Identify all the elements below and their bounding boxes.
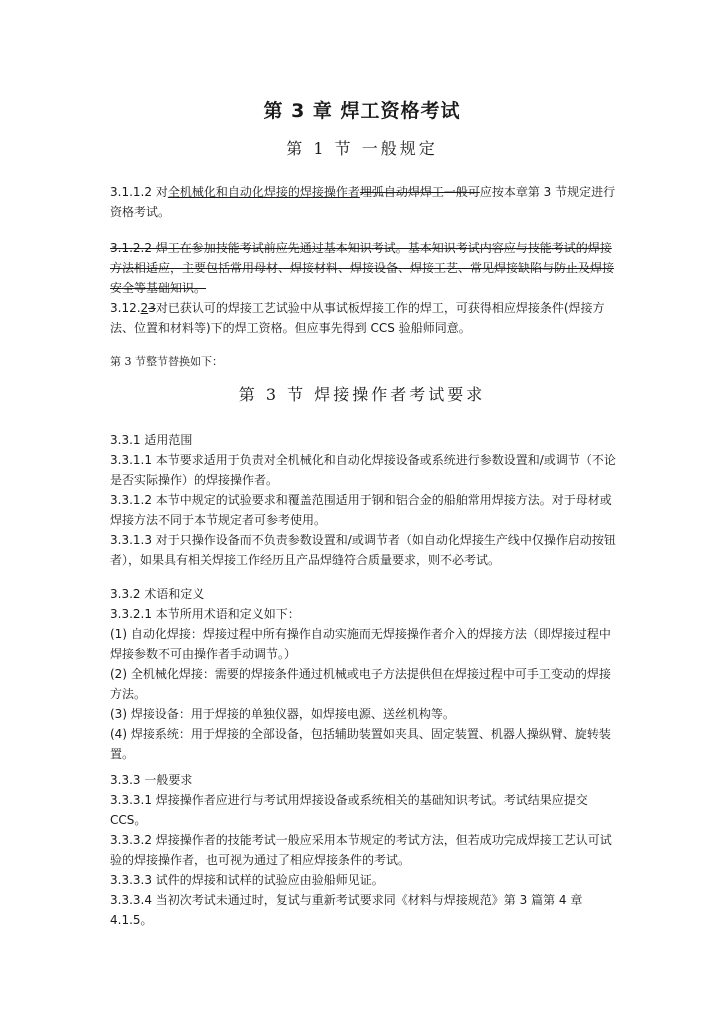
paragraph-3-3-1-2: 3.3.1.2 本节中规定的试验要求和覆盖范围适用于钢和铝合金的船舶常用焊接方法。对于母材或焊接方法不同于本节规定者可参考使用。 [110, 493, 612, 527]
section-title: 第 1 节 一般规定 [286, 139, 438, 158]
chapter-title: 第 3 章 焊工资格考试 [263, 100, 461, 122]
paragraph-3-1-2-3 [110, 298, 620, 338]
paragraph-3-3-1-1: 3.3.1.1 本节要求适用于负责对全机械化和自动化焊接设备或系统进行参数设置和/或调节（不论是否实际操作）的焊接操作者。 [110, 453, 616, 487]
deleted-number: 3 [148, 301, 156, 315]
paragraph-3-3-3-3: 3.3.3.3 试件的焊接和试样的试验应由验船师见证。 [110, 873, 384, 887]
definition-2: (2) 全机械化焊接：需要的焊接条件通过机械或电子方法提供但在焊接过程中可手工变动的焊接方法。 [110, 667, 611, 701]
paragraph-number: 3.1.1.2 [110, 185, 152, 199]
paragraph-text: 对已获认可的焊接工艺试验中从事试板焊接工作的焊工，可获得相应焊接条件(焊接方法、位置和材料等)下的焊工资格。但应事先得到 CCS 验船师同意。 [110, 301, 605, 335]
section-3-title: 第 3 节 焊接操作者考试要求 [238, 385, 486, 404]
paragraph-3-3-3-2: 3.3.3.2 焊接操作者的技能考试一般应采用本节规定的考试方法，但若成功完成焊接工艺认可试验的焊接操作者，也可视为通过了相应焊接条件的考试。 [110, 833, 612, 867]
section-3-3-1 [110, 430, 620, 570]
paragraph-text-pre: 对 [155, 185, 168, 199]
heading-3-3-1: 3.3.1 适用范围 [110, 433, 193, 447]
replace-note [110, 352, 620, 372]
deleted-paragraph: 3.1.2.2 焊工在参加技能考试前应先通过基本知识考试。基本知识考试内容应与技能考试的焊接方法相适应，主要包括常用母材、焊接材料、焊接设备、焊接工艺、常见焊接缺陷与防止及焊接安全等基础知识。 [110, 241, 615, 295]
heading-3-3-3: 3.3.3 一般要求 [110, 773, 193, 787]
definition-4: (4) 焊接系统：用于焊接的全部设备，包括辅助装置如夹具、固定装置、机器人操纵臂、旋转装置。 [110, 727, 611, 761]
replace-note-text: 第 3 节整节替换如下： [110, 355, 223, 368]
section-3-3-2 [110, 584, 620, 764]
paragraph-3-3-2-1: 3.3.2.1 本节所用术语和定义如下： [110, 607, 300, 621]
inserted-text: 全机械化和自动化焊接的焊接操作者 [167, 185, 360, 199]
definition-3: (3) 焊接设备：用于焊接的单独仪器，如焊接电源、送丝机构等。 [110, 707, 455, 721]
definition-1: (1) 自动化焊接：焊接过程中所有操作自动实施而无焊接操作者介入的焊接方法（即焊接过程中焊接参数不可由操作者手动调节。） [110, 627, 611, 661]
paragraph-text-post: 应按本章第 3 节规定进行资格考试。 [110, 185, 616, 219]
section-3-3-3 [110, 770, 620, 930]
paragraph-3-3-1-3: 3.3.1.3 对于只操作设备而不负责参数设置和/或调节者（如自动化焊接生产线中仅操作启动按钮者），如果具有相关焊接工作经历且产品焊缝符合质量要求，则不必考试。 [110, 533, 616, 567]
paragraph-3-1-1-2 [110, 182, 620, 222]
inserted-number: 2 [140, 301, 149, 315]
paragraph-3-1-2-2-deleted [110, 238, 620, 298]
heading-3-3-2: 3.3.2 术语和定义 [110, 587, 205, 601]
deleted-text: 埋弧自动焊焊工一般可 [359, 185, 480, 199]
paragraph-3-3-3-4: 3.3.3.4 当初次考试未通过时，复试与重新考试要求同《材料与焊接规范》第 3 篇第 4 章 4.1.5。 [110, 893, 583, 927]
paragraph-3-3-3-1: 3.3.3.1 焊接操作者应进行与考试用焊接设备或系统相关的基础知识考试。考试结果应提交 CCS。 [110, 793, 588, 827]
paragraph-number-prefix: 3.12. [110, 301, 141, 315]
